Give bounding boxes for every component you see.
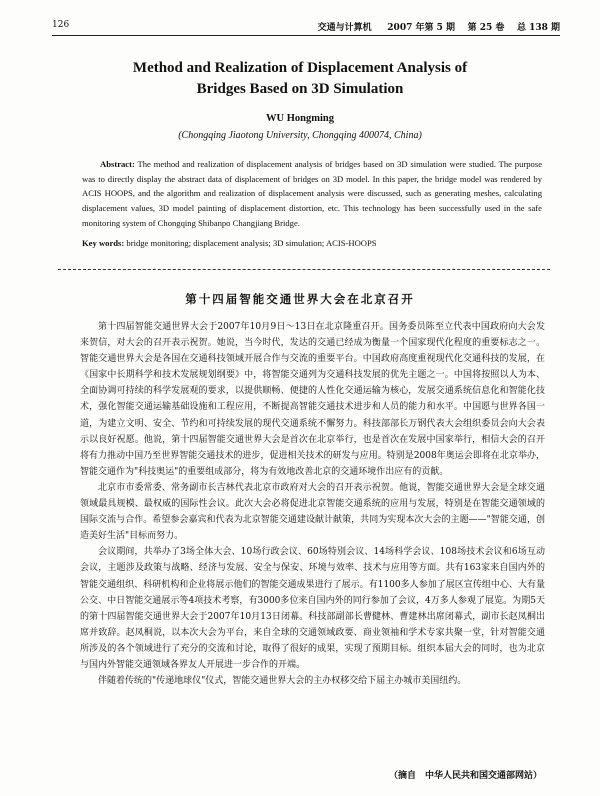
journal-name: 交通与计算机 <box>317 23 372 33</box>
keywords-text: bridge monitoring; displacement analysis; 3D simulation; ACIS-HOOPS <box>126 238 377 248</box>
abstract-text: The method and realization of displacement analysis of bridges based on 3D simulation were studied. The purpose was to directly display the abstract data of displacement of bridges on 3D model. In this paper, the bridge model was rendered by ACIS HOOPS, and the algorithm and realization of displacement analysis were discussed, such as generating meshes, calculating displacement values, 3D model painting of displacement distortion, etc. This technology has been successfully used in the safe monitoring system of Chongqing Shibanpo Changjiang Bridge. <box>82 159 543 228</box>
news-body <box>80 319 545 689</box>
news-paragraph-4: 伴随着传统的"传递地球仪"仪式，智能交通世界大会的主办权移交给下届主办城市美国纽约。 <box>98 676 467 687</box>
article-title <box>60 58 540 100</box>
issue-label: 2007 年第 5 期 <box>387 23 456 33</box>
page-number: 126 <box>52 20 70 30</box>
section-divider <box>58 269 550 270</box>
news-paragraph-3: 会议期间，共举办了3场全体大会、10场行政会议、60场特别会议、14场科学会议、108场技术会议和6场互动会议，主题涉及政策与战略、经济与发展、安全与保安、环境与效率、技术与应用等方面。共有163家来自国内外的智能交通组织、科研机构和企业将展示他们的智能交通成果进行了展示。有1100多人参加了展区宣传组中心、大有量公交、中日智能交通展示等4项技术考察，有3000多位来自国内外的同行参加了会议，4万多人参观了展览。为期5天的第十四届智能交通世界大会于2007年10月13日闭幕。科技部副部长曹健林、曹建林出席闭幕式，副市长赵凤桐出席并致辞。赵凤桐说，以本次大会为平台，来自全球的交通领域政要、商业领袖和学术专家共聚一堂，针对智能交通所涉及的各个领域进行了充分的交流和讨论，取得了很好的成果，实现了预期目标。组织本届大会的同时，也为北京与国内外智能交通领域各界友人开展进一步合作的开端。 <box>80 547 545 670</box>
abstract-label: Abstract: <box>100 159 135 169</box>
news-paragraph-2: 北京市市委常委、常务副市长吉林代表北京市政府对大会的召开表示祝贺。他说，智能交通世界大会是全球交通领域最具规模、最权威的国际性会议。此次大会必将促进北京智能交通系统的应用与发展，特别是在智能交通领域的国际交流与合作。希望参会嘉宾和代表为北京智能交通建设献计献策，共同为实现本次大会的主题——"智能交通，创造美好生活"目标而努力。 <box>80 482 545 542</box>
header-rule <box>52 35 560 36</box>
total-issue-label: 总 138 期 <box>516 23 560 33</box>
author: WU Hongming <box>266 113 334 124</box>
keywords <box>82 238 542 248</box>
news-title: 第十四届智能交通世界大会在北京召开 <box>185 292 415 306</box>
running-header <box>318 20 560 33</box>
affiliation: (Chongqing Jiaotong University, Chongqing 400074, China) <box>178 130 422 141</box>
title-line-2: Bridges Based on 3D Simulation <box>196 81 404 97</box>
volume-label: 第 25 卷 <box>467 23 505 33</box>
title-line-1: Method and Realization of Displacement Analysis of <box>132 60 468 76</box>
abstract <box>82 157 542 231</box>
news-paragraph-1: 第十四届智能交通世界大会于2007年10月9日～13日在北京隆重召开。国务委员陈至立代表中国政府向大会发来贺信，对大会的召开表示祝贺。她说，当今时代，发达的交通已经成为衡量一个国家现代化程度的重要标志之一。智能交通世界大会是各国在交通科技领域开展合作与交流的重要平台。中国政府高度重视现代化交通科技的发展，在《国家中长期科学和技术发展规划纲要》中，将智能交通列为交通科技发展的优先主题之一。中国将按照以人为本、全面协调可持续的科学发展观的要求，以提供顺畅、便捷的人性化交通运输为核心，发展交通系统信息化和智能化技术，强化智能交通运输基础设施和工程应用，不断提高智能交通技术进步和人员的能力和水平。中国愿与世界各国一道，为建立文明、安全、节约和可持续发展的现代交通系统不懈努力。科技部部长万钢代表大会组织委员会向大会表示以良好祝愿。他说，第十四届智能交通世界大会是首次在北京举行，也是首次在发展中国家举行，相信大会的召开将有力推动中国乃至世界智能交通技术的进步，促进相关技术的研发与应用。特别是2008年奥运会即将在北京举办，智能交通作为"科技奥运"的重要组成部分，将为有效地改善北京的交通环境作出应有的贡献。 <box>80 322 545 477</box>
keywords-label: Key words: <box>82 238 125 248</box>
source-attribution: （摘自 中华人民共和国交通部网站） <box>388 771 542 781</box>
